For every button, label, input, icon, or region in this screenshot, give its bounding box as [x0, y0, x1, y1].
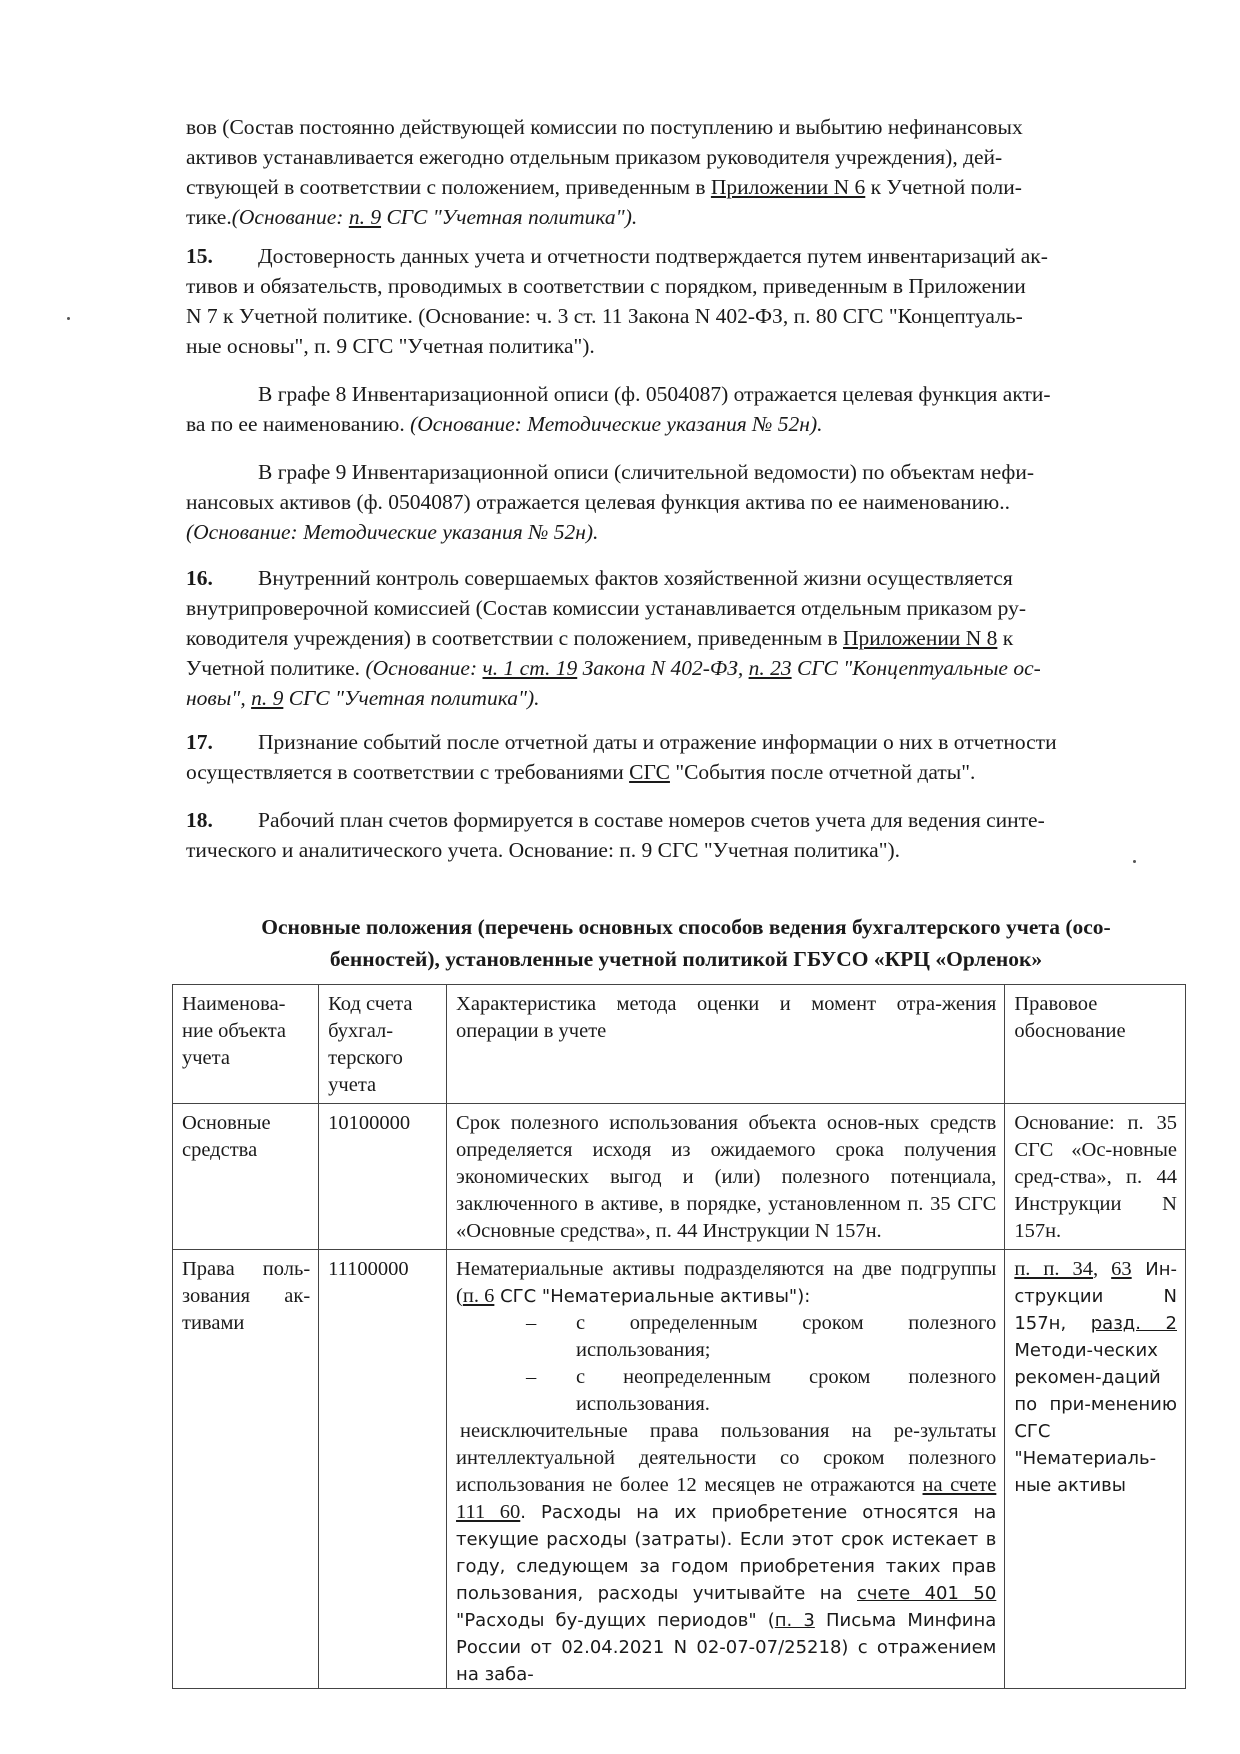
cell-legal-basis: Основание: п. 35 СГС «Ос-новные сред-ства», п. 44 Инструкции N 157н.: [1005, 1104, 1186, 1250]
line: ные основы", п. 9 СГС "Учетная политика").: [186, 334, 595, 358]
line: В графе 8 Инвентаризационной описи (ф. 0504087) отражается целевая функция акти-: [258, 382, 1051, 406]
line: нансовых активов (ф. 0504087) отражается целевая функция актива по ее наименованию..: [186, 490, 1010, 514]
reference-link[interactable]: разд. 2: [1090, 1313, 1177, 1334]
reference-link[interactable]: п. 9: [251, 686, 284, 710]
scan-speck: [67, 317, 70, 320]
reference-link[interactable]: на счете 111 60: [456, 1474, 997, 1523]
intro-paragraph: [186, 112, 1186, 232]
line: осуществляется в соответствии с требованиями СГС "События после отчетной даты".: [186, 760, 976, 784]
line: тике.(Основание: п. 9 СГС "Учетная политика").: [186, 205, 638, 229]
header-legal-basis: Правовое обоснование: [1005, 985, 1186, 1104]
method-paragraph: неисключительные права пользования на ре-зультаты интеллектуальной деятельности со сроком полезного использования не более 12 месяцев не отражаются на счете 111 60. Расходы на их приобретение относятся на текущие расходы (затраты). Если этот срок истекает в году, следующем за годом приобретения таких прав пользования, расходы учитывайте на счете 401 50 "Расходы бу-дущих периодов" (п. 3 Письма Минфина России от 02.04.2021 N 02-07-07/25218) с отражением на заба-: [456, 1420, 997, 1685]
line: 16. Внутренний контроль совершаемых фактов хозяйственной жизни осуществляется: [186, 563, 1186, 593]
paragraph-number: 18.: [186, 808, 213, 832]
method-intro: Нематериальные активы подразделяются на две подгруппы (п. 6 СГС "Нематериальные активы"):: [456, 1258, 997, 1307]
cell-object: Основные средства: [173, 1104, 319, 1250]
line: новы", п. 9 СГС "Учетная политика").: [186, 686, 540, 710]
paragraph-16: [186, 563, 1186, 713]
line: 18. Рабочий план счетов формируется в составе номеров счетов учета для ведения синте-: [186, 805, 1186, 835]
line: ва по ее наименованию. (Основание: Методические указания № 52н).: [186, 412, 823, 436]
paragraph-17: [186, 727, 1186, 787]
reference-link[interactable]: ч. 1 ст. 19: [482, 656, 578, 680]
section-title: [186, 911, 1186, 975]
paragraph-15-inventory-column-8: [186, 379, 1186, 439]
cell-method: [447, 1250, 1005, 1689]
line: тического и аналитического учета. Основание: п. 9 СГС "Учетная политика").: [186, 838, 901, 862]
line: 17. Признание событий после отчетной даты и отражение информации о них в отчетности: [186, 727, 1186, 757]
paragraph-number: 16.: [186, 566, 213, 590]
line: 15. Достоверность данных учета и отчетности подтверждается путем инвентаризаций ак-: [186, 241, 1186, 271]
header-method: Характеристика метода оценки и момент отра-жения операции в учете: [447, 985, 1005, 1104]
reference-link[interactable]: п. 6: [462, 1285, 495, 1307]
line: Учетной политике. (Основание: ч. 1 ст. 19 Закона N 402-ФЗ, п. 23 СГС "Концептуальные ос-: [186, 656, 1041, 680]
reference-link[interactable]: п. 23: [748, 656, 792, 680]
reference-link[interactable]: п. 3: [774, 1610, 815, 1631]
section-title-line: Основные положения (перечень основных способов ведения бухгалтерского учета (осо-: [261, 915, 1111, 939]
cell-object: Права поль-зования ак-тивами: [173, 1250, 319, 1689]
reference-link[interactable]: 63: [1111, 1258, 1132, 1280]
cell-account-code: 10100000: [319, 1104, 447, 1250]
paragraph-18: [186, 805, 1186, 865]
line: тивов и обязательств, проводимых в соответствии с порядком, приведенным в Приложении: [186, 274, 1026, 298]
cell-legal-basis: п. п. 34, 63 Ин-струкции N 157н, разд. 2 Методи-ческих рекомен-даций по при-менению СГС "Нематериаль-ные активы: [1005, 1250, 1186, 1689]
scan-speck: [1133, 860, 1136, 863]
line: N 7 к Учетной политике. (Основание: ч. 3 ст. 11 Закона N 402-ФЗ, п. 80 СГС "Концептуаль-: [186, 304, 1023, 328]
line: ствующей в соответствии с положением, приведенным в Приложении N 6 к Учетной поли-: [186, 175, 1022, 199]
reference-link[interactable]: п. 9: [348, 205, 382, 229]
policy-table: [172, 984, 1186, 1689]
paragraph-15-inventory-column-9: [186, 457, 1186, 547]
table-row: [173, 1104, 1186, 1250]
line: ководителя учреждения) в соответствии с положением, приведенным в Приложении N 8 к: [186, 626, 1014, 650]
list-item: – с неопределенным сроком полезного использования.: [526, 1366, 997, 1415]
paragraph-number: 15.: [186, 244, 213, 268]
line: вов (Состав постоянно действующей комиссии по поступлению и выбытию нефинансовых: [186, 115, 1023, 139]
line: (Основание: Методические указания № 52н).: [186, 520, 599, 544]
section-title-line: бенностей), установленные учетной политикой ГБУСО «КРЦ «Орленок»: [329, 947, 1043, 971]
header-account-code: Код счета бухгал-терского учета: [319, 985, 447, 1104]
line: внутрипроверочной комиссией (Состав комиссии устанавливается отдельным приказом ру-: [186, 596, 1027, 620]
reference-link[interactable]: СГС: [629, 760, 670, 784]
paragraph-15: [186, 241, 1186, 361]
cell-account-code: 11100000: [319, 1250, 447, 1689]
appendix-link[interactable]: Приложении N 8: [842, 626, 998, 650]
paragraph-number: 17.: [186, 730, 213, 754]
list-item: – с определенным сроком полезного использования;: [526, 1312, 997, 1361]
header-object: Наименова-ние объекта учета: [173, 985, 319, 1104]
cell-method: Срок полезного использования объекта основ-ных средств определяется исходя из ожидаемого срока получения экономических выгод и (или) полезного потенциала, заключенного в активе, в порядке, установленном п. 35 СГС «Основные средства», п. 44 Инструкции N 157н.: [447, 1104, 1005, 1250]
appendix-link[interactable]: Приложении N 6: [710, 175, 866, 199]
line: активов устанавливается ежегодно отдельным приказом руководителя учреждения), дей-: [186, 145, 1003, 169]
line: В графе 9 Инвентаризационной описи (сличительной ведомости) по объектам нефи-: [258, 460, 1034, 484]
reference-link[interactable]: счете 401 50: [857, 1583, 997, 1604]
reference-link[interactable]: п. п. 34: [1014, 1258, 1094, 1280]
table-header-row: [173, 985, 1186, 1104]
table-row: [173, 1250, 1186, 1689]
